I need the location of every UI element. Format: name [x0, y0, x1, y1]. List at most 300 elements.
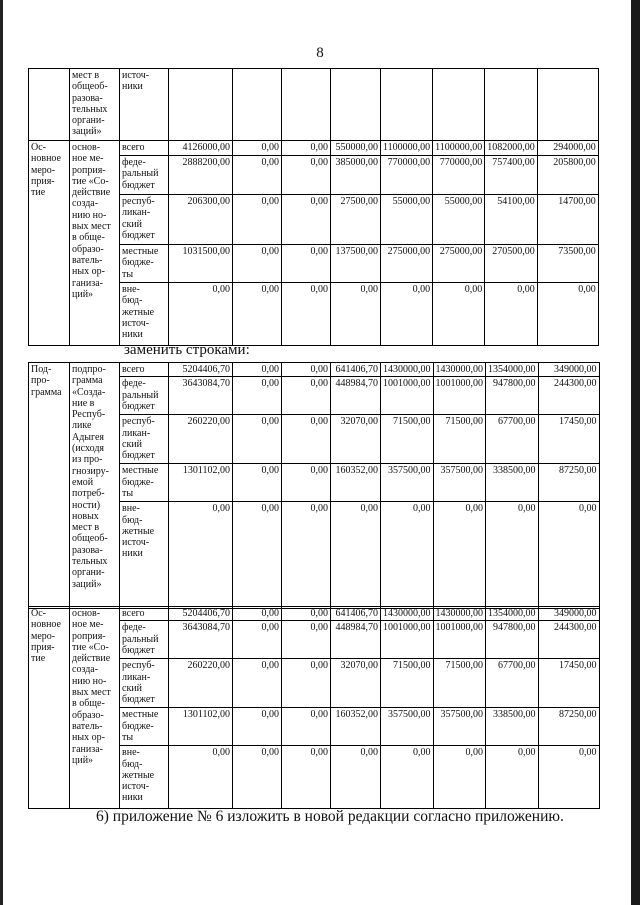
measure-name-cell — [70, 69, 120, 141]
text-line: органи- — [72, 115, 105, 127]
value-cell — [331, 607, 381, 621]
funding-source-cell — [120, 377, 169, 415]
value-cell — [433, 141, 485, 156]
cell-value: 160352,00 — [335, 465, 378, 477]
text-line: вых мест — [72, 687, 111, 699]
cell-value: 260220,00 — [187, 660, 230, 672]
text-line: ватель- — [72, 254, 103, 266]
funding-source-cell — [120, 659, 169, 708]
cell-value: 0,00 — [464, 284, 483, 295]
cell-value: 137500,00 — [335, 246, 378, 257]
cell-value: 641406,70 — [335, 364, 378, 375]
text-line: местные — [122, 709, 159, 721]
text-line: феде- — [122, 157, 146, 168]
text-line: прия- — [31, 641, 55, 653]
cell-value: 338500,00 — [493, 465, 536, 477]
text-line: заций» — [72, 578, 102, 590]
value-cell — [381, 283, 433, 346]
scan-right-edge — [631, 0, 640, 905]
value-cell — [433, 659, 486, 708]
text-line: ский — [122, 218, 142, 230]
value-cell — [331, 621, 381, 659]
text-line: ликан- — [122, 427, 151, 439]
value-cell — [538, 464, 599, 502]
cell-value: 73500,00 — [558, 246, 596, 257]
cell-value: 338500,00 — [493, 709, 536, 721]
cell-value: 1001000,00 — [383, 622, 431, 634]
text-line: бюджет — [122, 229, 155, 241]
value-cell — [331, 377, 381, 415]
table-row — [29, 69, 599, 141]
value-cell — [169, 69, 233, 141]
value-cell — [233, 659, 282, 708]
cell-value: 0,00 — [310, 747, 328, 759]
cell-value: 0,00 — [360, 284, 378, 295]
value-cell — [169, 195, 233, 245]
funding-source-cell — [120, 746, 169, 809]
cell-value: 0,00 — [261, 416, 279, 428]
value-cell — [331, 195, 381, 245]
value-cell — [381, 363, 434, 377]
value-cell — [537, 69, 598, 141]
text-line: тие — [31, 187, 46, 199]
text-line: меро- — [31, 630, 56, 642]
cell-value: 0,00 — [578, 284, 596, 295]
text-line: ники — [122, 548, 143, 560]
value-cell — [331, 746, 381, 809]
value-cell — [381, 746, 434, 809]
text-line: грамма — [31, 386, 62, 398]
cell-value: 27500,00 — [340, 196, 378, 207]
funding-source-cell — [120, 415, 169, 464]
value-cell — [433, 156, 485, 195]
table-row — [29, 607, 600, 621]
text-line: бюджет — [122, 450, 155, 462]
value-cell — [331, 363, 381, 377]
text-line: ники — [122, 329, 143, 341]
text-line: бюдже- — [122, 720, 154, 732]
cell-value: 0,00 — [261, 196, 279, 207]
value-cell — [486, 464, 539, 502]
text-line: ликан- — [122, 207, 151, 219]
cell-value: 0,00 — [261, 246, 279, 257]
value-cell — [331, 69, 381, 141]
cell-value: 0,00 — [360, 747, 378, 759]
cell-value: 0,00 — [517, 284, 535, 295]
value-cell — [538, 363, 599, 377]
text-line: общеоб- — [72, 81, 108, 93]
text-line: (исходя — [72, 443, 105, 455]
text-line: тие — [31, 653, 46, 665]
row-type-cell — [29, 141, 70, 346]
text-line: грамма — [72, 375, 103, 387]
value-cell — [537, 245, 598, 283]
value-cell — [433, 245, 485, 283]
text-line: источ- — [122, 317, 150, 329]
text-line: ное ме- — [72, 153, 104, 165]
cell-value: 17450,00 — [559, 416, 597, 428]
cell-value: 270500,00 — [492, 246, 535, 257]
value-cell — [169, 156, 233, 195]
value-cell — [538, 415, 599, 464]
value-cell — [433, 69, 485, 141]
value-cell — [233, 363, 282, 377]
value-cell — [282, 502, 331, 609]
cell-value: 947800,00 — [493, 622, 536, 634]
value-cell — [486, 659, 539, 708]
text-line: источ- — [122, 70, 150, 81]
cell-value: 0,00 — [518, 747, 536, 759]
cell-value: 32070,00 — [340, 416, 378, 428]
text-line: вых мест — [72, 221, 111, 233]
value-cell — [331, 156, 381, 195]
text-line: ние в — [72, 397, 95, 409]
cell-value: 1430000,00 — [383, 608, 431, 619]
cell-value: 0,00 — [261, 660, 279, 672]
value-cell — [485, 195, 538, 245]
cell-value: 0,00 — [310, 416, 328, 428]
cell-value: 206300,00 — [187, 196, 230, 207]
funding-source-cell — [120, 607, 169, 621]
value-cell — [169, 141, 233, 156]
cell-value: 0,00 — [310, 608, 328, 619]
funding-source-cell — [120, 502, 169, 609]
value-cell — [331, 708, 381, 746]
value-cell — [233, 141, 282, 156]
text-line: всего — [122, 608, 145, 619]
value-cell — [331, 245, 381, 283]
text-line: феде- — [122, 622, 146, 634]
value-cell — [381, 659, 434, 708]
value-cell — [282, 607, 331, 621]
text-line: лике — [72, 420, 92, 432]
cell-value: 0,00 — [212, 747, 230, 759]
cell-value: 1430000,00 — [435, 608, 483, 619]
value-cell — [538, 621, 599, 659]
cell-value: 1001000,00 — [435, 622, 483, 634]
text-line: мест в — [72, 70, 100, 81]
scan-left-edge — [0, 0, 3, 905]
cell-value: 448984,70 — [335, 378, 378, 390]
value-cell — [233, 607, 282, 621]
value-cell — [282, 746, 331, 809]
cell-value: 770000,00 — [439, 157, 483, 168]
text-line: тие «Со- — [72, 175, 109, 187]
text-line: мест в — [72, 522, 100, 534]
text-line: вне- — [122, 284, 140, 295]
text-line: Под- — [31, 364, 52, 375]
cell-value: 1354000,00 — [488, 608, 536, 619]
funding-source-cell — [120, 141, 169, 156]
value-cell — [169, 502, 233, 609]
text-line: источ- — [122, 537, 150, 549]
value-cell — [538, 607, 599, 621]
cell-value: 357500,00 — [440, 465, 483, 477]
text-line: меро- — [31, 164, 56, 176]
value-cell — [331, 283, 381, 346]
text-line: новное — [31, 153, 61, 165]
value-cell — [282, 195, 331, 245]
cell-value: 349000,00 — [554, 608, 597, 619]
cell-value: 294000,00 — [553, 142, 596, 153]
value-cell — [282, 141, 331, 156]
cell-value: 550000,00 — [335, 142, 378, 153]
value-cell — [433, 502, 486, 609]
text-line: ский — [122, 682, 142, 694]
row-type-cell — [29, 607, 70, 809]
cell-value: 260220,00 — [187, 416, 230, 428]
text-line: бюдже- — [122, 257, 154, 269]
value-cell — [331, 415, 381, 464]
value-cell — [381, 69, 433, 141]
cell-value: 0,00 — [310, 503, 328, 515]
text-line: источ- — [122, 781, 150, 793]
cell-value: 0,00 — [465, 503, 483, 515]
text-line: Ос- — [31, 142, 46, 153]
cell-value: 5204406,70 — [182, 608, 230, 619]
text-line: ты — [122, 487, 134, 499]
cell-value: 160352,00 — [335, 709, 378, 721]
row-type-cell — [29, 69, 70, 141]
text-line: емой — [72, 476, 94, 488]
text-line: «Созда- — [72, 386, 106, 398]
value-cell — [233, 156, 282, 195]
cell-value: 67700,00 — [498, 416, 536, 428]
cell-value: 0,00 — [579, 503, 597, 515]
text-line: новное — [31, 619, 61, 631]
cell-value: 0,00 — [413, 747, 431, 759]
text-line: общеоб- — [72, 533, 108, 545]
text-line: жетные — [122, 769, 155, 781]
cell-value: 0,00 — [465, 747, 483, 759]
value-cell — [486, 621, 539, 659]
text-line: новых — [72, 510, 99, 522]
cell-value: 14700,00 — [558, 196, 596, 207]
funding-source-cell — [120, 621, 169, 659]
funding-source-cell — [120, 245, 169, 283]
text-line: ности) — [72, 499, 101, 511]
cell-value: 0,00 — [261, 284, 279, 295]
cell-value: 1430000,00 — [383, 364, 431, 375]
value-cell — [233, 621, 282, 659]
text-line: Ос- — [31, 608, 46, 619]
text-line: местные — [122, 465, 159, 477]
value-cell — [381, 502, 434, 609]
value-cell — [169, 245, 233, 283]
text-line: созда- — [72, 664, 99, 676]
value-cell — [433, 283, 485, 346]
text-line: заций» — [72, 126, 102, 138]
value-cell — [233, 377, 282, 415]
cell-value: 54100,00 — [497, 196, 535, 207]
cell-value: 5204406,70 — [182, 364, 230, 375]
cell-value: 0,00 — [310, 660, 328, 672]
value-cell — [282, 156, 331, 195]
value-cell — [486, 746, 539, 809]
cell-value: 0,00 — [261, 465, 279, 477]
cell-value: 0,00 — [310, 142, 328, 153]
value-cell — [282, 377, 331, 415]
text-line: ральный — [122, 168, 159, 180]
value-cell — [169, 377, 233, 415]
cell-value: 0,00 — [413, 503, 431, 515]
value-cell — [282, 708, 331, 746]
text-line: ций» — [72, 754, 94, 766]
value-cell — [282, 283, 331, 346]
text-line: ганиза- — [72, 743, 103, 755]
cell-value: 55000,00 — [392, 196, 431, 207]
text-line: потреб- — [72, 488, 105, 500]
value-cell — [381, 141, 433, 156]
value-cell — [486, 502, 539, 609]
measure-name-cell — [70, 363, 120, 609]
value-cell — [282, 621, 331, 659]
text-line: гнозиру- — [72, 465, 109, 477]
text-line: тельных — [72, 556, 108, 568]
cell-value: 1001000,00 — [435, 378, 483, 390]
value-cell — [169, 621, 233, 659]
funding-source-cell — [120, 283, 169, 346]
page-number: 8 — [316, 45, 324, 61]
table-row — [29, 141, 599, 156]
text-line: ральный — [122, 633, 159, 645]
cell-value: 87250,00 — [559, 465, 597, 477]
value-cell — [381, 708, 434, 746]
value-cell — [537, 195, 598, 245]
funding-source-cell — [120, 195, 169, 245]
value-cell — [169, 659, 233, 708]
value-cell — [433, 415, 486, 464]
value-cell — [331, 141, 381, 156]
cell-value: 0,00 — [310, 364, 328, 375]
value-cell — [169, 708, 233, 746]
value-cell — [486, 377, 539, 415]
text-line: бюджет — [122, 179, 155, 191]
text-line: феде- — [122, 378, 146, 390]
cell-value: 0,00 — [261, 364, 279, 375]
budget-table-measure — [28, 606, 600, 809]
text-line: разова- — [72, 544, 103, 556]
budget-table-original — [28, 68, 599, 346]
text-line: образо- — [72, 243, 104, 255]
cell-value: 0,00 — [310, 246, 328, 257]
value-cell — [381, 156, 433, 195]
cell-value: 0,00 — [518, 503, 536, 515]
value-cell — [486, 708, 539, 746]
value-cell — [381, 621, 434, 659]
cell-value: 71500,00 — [445, 660, 483, 672]
text-line: действие — [72, 187, 111, 199]
text-line: в обще- — [72, 698, 105, 710]
value-cell — [282, 415, 331, 464]
value-cell — [433, 708, 486, 746]
value-cell — [233, 746, 282, 809]
text-line: бюд- — [122, 758, 143, 770]
value-cell — [538, 502, 599, 609]
text-line: разова- — [72, 92, 103, 104]
text-line: вне- — [122, 503, 140, 515]
value-cell — [233, 283, 282, 346]
row-type-cell — [29, 363, 70, 609]
text-line: Адыгея — [72, 431, 105, 443]
value-cell — [233, 195, 282, 245]
cell-value: 0,00 — [360, 503, 378, 515]
text-line: ликан- — [122, 671, 151, 683]
cell-value: 1301102,00 — [182, 709, 230, 721]
text-line: ты — [122, 731, 134, 743]
measure-name-lines — [72, 70, 117, 138]
cell-value: 349000,00 — [554, 364, 597, 375]
value-cell — [485, 283, 538, 346]
funding-source-cell — [120, 464, 169, 502]
cell-value: 357500,00 — [388, 465, 431, 477]
value-cell — [233, 415, 282, 464]
cell-value: 71500,00 — [393, 416, 431, 428]
text-line: прия- — [31, 175, 55, 187]
value-cell — [233, 502, 282, 609]
value-cell — [381, 464, 434, 502]
text-line: бюд- — [122, 514, 143, 526]
cell-value: 0,00 — [310, 709, 328, 721]
value-cell — [169, 283, 233, 346]
value-cell — [538, 708, 599, 746]
cell-value: 0,00 — [310, 378, 328, 390]
text-line: Респуб- — [72, 409, 106, 421]
text-line: образо- — [72, 709, 104, 721]
cell-value: 244300,00 — [554, 378, 597, 390]
text-line: ватель- — [72, 720, 103, 732]
cell-value: 1100000,00 — [435, 142, 483, 153]
value-cell — [233, 708, 282, 746]
cell-value: 205800,00 — [553, 157, 596, 168]
text-line: вне- — [122, 747, 140, 759]
text-line: нию но- — [72, 675, 107, 687]
text-line: бюд- — [122, 295, 143, 307]
cell-value: 275000,00 — [387, 246, 431, 257]
text-line: ное ме- — [72, 619, 104, 631]
value-cell — [381, 377, 434, 415]
text-line: ных ор- — [72, 732, 105, 744]
budget-table-subprogram — [28, 362, 600, 609]
value-cell — [169, 607, 233, 621]
value-cell — [433, 746, 486, 809]
text-line: роприя- — [72, 164, 106, 176]
cell-value: 0,00 — [261, 622, 279, 634]
value-cell — [538, 377, 599, 415]
text-line: тие «Со- — [72, 641, 109, 653]
replace-instruction: заменить строками: — [124, 342, 250, 358]
cell-value: 71500,00 — [393, 660, 431, 672]
cell-value: 32070,00 — [340, 660, 378, 672]
value-cell — [169, 363, 233, 377]
value-cell — [433, 363, 486, 377]
text-line: ганиза- — [72, 277, 103, 289]
text-line: из про- — [72, 454, 103, 466]
cell-value: 0,00 — [261, 157, 279, 168]
text-line: в обще- — [72, 232, 105, 244]
value-cell — [433, 607, 486, 621]
cell-value: 0,00 — [212, 503, 230, 515]
cell-value: 55000,00 — [444, 196, 483, 207]
cell-value: 641406,70 — [335, 608, 378, 619]
cell-value: 0,00 — [310, 196, 328, 207]
text-line: респуб- — [122, 416, 155, 428]
text-line: ций» — [72, 288, 94, 300]
cell-value: 1001000,00 — [383, 378, 431, 390]
cell-value: 0,00 — [412, 284, 431, 295]
cell-value: 87250,00 — [559, 709, 597, 721]
cell-value: 0,00 — [261, 142, 279, 153]
